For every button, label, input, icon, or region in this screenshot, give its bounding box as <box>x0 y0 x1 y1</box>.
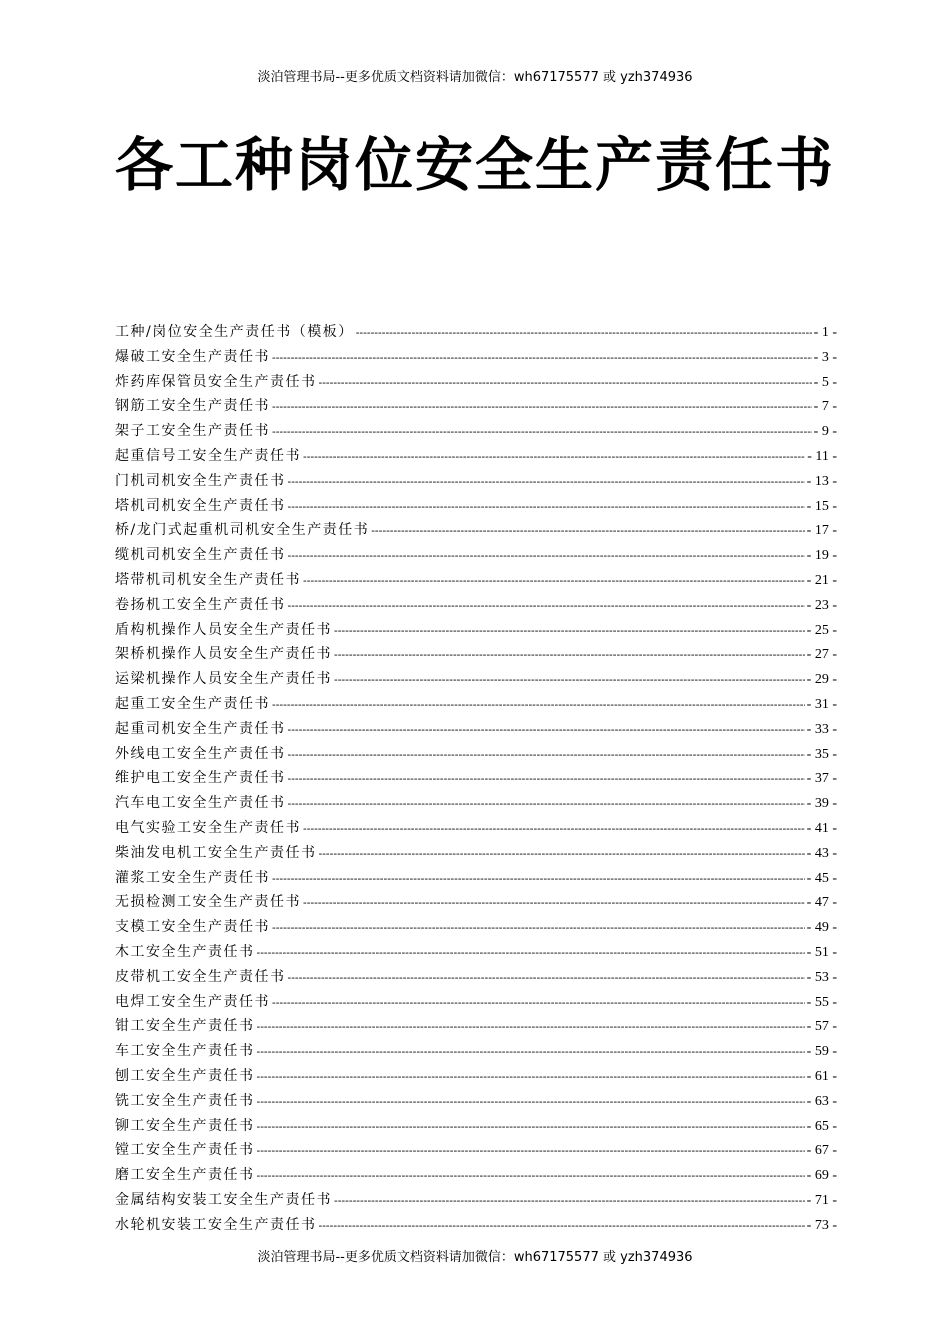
toc-entry[interactable] <box>115 593 837 618</box>
toc-entry[interactable] <box>115 1163 837 1188</box>
toc-entry-title: 缆机司机安全生产责任书 <box>115 547 286 564</box>
toc-page-number: - 15 - <box>806 498 837 514</box>
toc-entry[interactable] <box>115 692 837 717</box>
toc-page-number: - 61 - <box>806 1068 837 1084</box>
toc-entry-title: 车工安全生产责任书 <box>115 1043 255 1060</box>
toc-entry[interactable] <box>115 940 837 965</box>
toc-entry[interactable] <box>115 642 837 667</box>
toc-page-number: - 1 - <box>813 325 837 340</box>
toc-dot-leader <box>257 1090 805 1115</box>
toc-entry-title: 铣工安全生产责任书 <box>115 1092 255 1109</box>
toc-page-number: - 3 - <box>813 349 837 365</box>
toc-entry-title: 盾构机操作人员安全生产责任书 <box>115 621 332 638</box>
toc-page-number: - 65 - <box>806 1118 837 1134</box>
toc-page-number: - 21 - <box>806 572 837 588</box>
toc-dot-leader <box>272 395 812 420</box>
toc-entry-title: 皮带机工安全生产责任书 <box>115 968 286 985</box>
toc-entry-title: 铆工安全生产责任书 <box>115 1117 255 1134</box>
toc-entry-title: 木工安全生产责任书 <box>115 943 255 960</box>
toc-entry[interactable] <box>115 1039 837 1064</box>
toc-page-number: - 69 - <box>806 1168 837 1184</box>
toc-entry-title: 起重信号工安全生产责任书 <box>115 447 301 464</box>
toc-dot-leader <box>257 1015 805 1040</box>
toc-dot-leader <box>334 643 805 668</box>
toc-entry[interactable] <box>115 568 837 593</box>
toc-dot-leader <box>334 668 805 693</box>
toc-dot-leader <box>288 544 805 569</box>
toc-dot-leader <box>356 321 812 346</box>
toc-dot-leader <box>257 941 805 966</box>
toc-dot-leader <box>272 867 805 892</box>
toc-dot-leader <box>272 420 812 445</box>
toc-page-number: - 17 - <box>806 523 837 539</box>
toc-entry[interactable] <box>115 791 837 816</box>
toc-entry[interactable] <box>115 1089 837 1114</box>
toc-dot-leader <box>272 693 805 718</box>
toc-page-number: - 7 - <box>813 399 837 415</box>
toc-entry[interactable] <box>115 841 837 866</box>
toc-entry[interactable] <box>115 965 837 990</box>
toc-entry-title: 金属结构安装工安全生产责任书 <box>115 1191 332 1208</box>
table-of-contents <box>115 320 837 1237</box>
toc-page-number: - 25 - <box>806 622 837 638</box>
toc-entry-title: 塔机司机安全生产责任书 <box>115 497 286 514</box>
toc-entry-title: 架子工安全生产责任书 <box>115 423 270 440</box>
toc-entry-title: 炸药库保管员安全生产责任书 <box>115 373 317 390</box>
toc-entry[interactable] <box>115 717 837 742</box>
toc-page-number: - 63 - <box>806 1093 837 1109</box>
toc-dot-leader <box>257 1139 805 1164</box>
toc-entry-title: 卷扬机工安全生产责任书 <box>115 596 286 613</box>
page-footer-note: 淡泊管理书局--更多优质文档资料请加微信：wh67175577 或 yzh374936 <box>257 1250 693 1265</box>
toc-dot-leader <box>272 346 812 371</box>
toc-entry[interactable] <box>115 494 837 519</box>
toc-entry[interactable] <box>115 816 837 841</box>
toc-entry[interactable] <box>115 469 837 494</box>
toc-entry-title: 桥/龙门式起重机司机安全生产责任书 <box>115 522 370 539</box>
toc-page-number: - 35 - <box>806 746 837 762</box>
toc-entry-title: 维护电工安全生产责任书 <box>115 770 286 787</box>
toc-entry[interactable] <box>115 1188 837 1213</box>
toc-entry[interactable] <box>115 618 837 643</box>
toc-entry[interactable] <box>115 394 837 419</box>
toc-entry[interactable] <box>115 1064 837 1089</box>
toc-dot-leader <box>288 495 805 520</box>
toc-entry[interactable] <box>115 320 837 345</box>
toc-dot-leader <box>288 792 805 817</box>
toc-entry[interactable] <box>115 742 837 767</box>
toc-entry-title: 支模工安全生产责任书 <box>115 919 270 936</box>
toc-entry-title: 灌浆工安全生产责任书 <box>115 869 270 886</box>
toc-entry-title: 柴油发电机工安全生产责任书 <box>115 844 317 861</box>
toc-page-number: - 11 - <box>807 448 837 464</box>
toc-dot-leader <box>319 842 805 867</box>
toc-entry-title: 无损检测工安全生产责任书 <box>115 894 301 911</box>
toc-entry[interactable] <box>115 1014 837 1039</box>
toc-entry-title: 镗工安全生产责任书 <box>115 1142 255 1159</box>
toc-dot-leader <box>334 1189 805 1214</box>
toc-entry[interactable] <box>115 1138 837 1163</box>
toc-page-number: - 19 - <box>806 548 837 564</box>
toc-entry[interactable] <box>115 990 837 1015</box>
toc-dot-leader <box>371 519 804 544</box>
toc-entry-title: 外线电工安全生产责任书 <box>115 745 286 762</box>
toc-entry[interactable] <box>115 667 837 692</box>
toc-dot-leader <box>288 594 805 619</box>
toc-dot-leader <box>303 817 805 842</box>
toc-page-number: - 73 - <box>806 1217 837 1233</box>
toc-page-number: - 57 - <box>806 1019 837 1035</box>
toc-page-number: - 31 - <box>806 696 837 712</box>
toc-dot-leader <box>319 371 812 396</box>
toc-entry[interactable] <box>115 419 837 444</box>
toc-entry-title: 钢筋工安全生产责任书 <box>115 398 270 415</box>
toc-dot-leader <box>334 619 805 644</box>
toc-page-number: - 37 - <box>806 771 837 787</box>
toc-entry[interactable] <box>115 915 837 940</box>
toc-dot-leader <box>257 1115 805 1140</box>
toc-dot-leader <box>303 445 805 470</box>
toc-page-number: - 27 - <box>806 647 837 663</box>
toc-entry[interactable] <box>115 866 837 891</box>
toc-dot-leader <box>272 916 805 941</box>
toc-entry-title: 塔带机司机安全生产责任书 <box>115 571 301 588</box>
toc-dot-leader <box>288 718 805 743</box>
toc-entry-title: 运梁机操作人员安全生产责任书 <box>115 671 332 688</box>
toc-entry[interactable] <box>115 370 837 395</box>
toc-dot-leader <box>288 470 805 495</box>
toc-dot-leader <box>272 991 805 1016</box>
toc-page-number: - 67 - <box>806 1143 837 1159</box>
toc-entry-title: 爆破工安全生产责任书 <box>115 348 270 365</box>
toc-page-number: - 23 - <box>806 597 837 613</box>
toc-page-number: - 43 - <box>806 845 837 861</box>
document-title: 各工种岗位安全生产责任书 <box>114 131 835 199</box>
toc-entry[interactable] <box>115 766 837 791</box>
toc-page-number: - 9 - <box>813 424 837 440</box>
toc-entry[interactable] <box>115 1213 837 1238</box>
toc-page-number: - 5 - <box>813 374 837 390</box>
toc-dot-leader <box>257 1164 805 1189</box>
toc-entry[interactable] <box>115 518 837 543</box>
toc-dot-leader <box>303 569 805 594</box>
toc-dot-leader <box>288 767 805 792</box>
toc-page-number: - 41 - <box>806 820 837 836</box>
toc-dot-leader <box>288 966 805 991</box>
toc-page-number: - 39 - <box>806 796 837 812</box>
toc-page-number: - 49 - <box>806 920 837 936</box>
toc-dot-leader <box>319 1214 805 1239</box>
toc-entry[interactable] <box>115 543 837 568</box>
toc-entry-title: 电焊工安全生产责任书 <box>115 993 270 1010</box>
toc-entry-title: 钳工安全生产责任书 <box>115 1018 255 1035</box>
toc-page-number: - 55 - <box>806 994 837 1010</box>
toc-page-number: - 33 - <box>806 721 837 737</box>
toc-entry-title: 门机司机安全生产责任书 <box>115 472 286 489</box>
toc-page-number: - 13 - <box>806 473 837 489</box>
toc-entry[interactable] <box>115 890 837 915</box>
toc-dot-leader <box>303 891 805 916</box>
toc-page-number: - 29 - <box>806 672 837 688</box>
toc-entry[interactable] <box>115 345 837 370</box>
toc-dot-leader <box>257 1040 805 1065</box>
toc-entry-title: 起重工安全生产责任书 <box>115 695 270 712</box>
toc-page-number: - 71 - <box>806 1192 837 1208</box>
page-header-note: 淡泊管理书局--更多优质文档资料请加微信：wh67175577 或 yzh374936 <box>257 70 693 85</box>
toc-entry-title: 磨工安全生产责任书 <box>115 1167 255 1184</box>
toc-entry-title: 电气实验工安全生产责任书 <box>115 819 301 836</box>
toc-page-number: - 53 - <box>806 969 837 985</box>
toc-entry-title: 架桥机操作人员安全生产责任书 <box>115 646 332 663</box>
toc-page-number: - 59 - <box>806 1044 837 1060</box>
toc-entry[interactable] <box>115 444 837 469</box>
toc-entry[interactable] <box>115 1114 837 1139</box>
toc-entry-title: 刨工安全生产责任书 <box>115 1067 255 1084</box>
toc-dot-leader <box>257 1065 805 1090</box>
toc-dot-leader <box>288 743 805 768</box>
toc-entry-title: 工种/岗位安全生产责任书（模板） <box>115 324 354 340</box>
toc-page-number: - 45 - <box>806 870 837 886</box>
toc-entry-title: 汽车电工安全生产责任书 <box>115 795 286 812</box>
toc-entry-title: 起重司机安全生产责任书 <box>115 720 286 737</box>
toc-page-number: - 51 - <box>806 944 837 960</box>
toc-page-number: - 47 - <box>806 895 837 911</box>
toc-entry-title: 水轮机安装工安全生产责任书 <box>115 1216 317 1233</box>
